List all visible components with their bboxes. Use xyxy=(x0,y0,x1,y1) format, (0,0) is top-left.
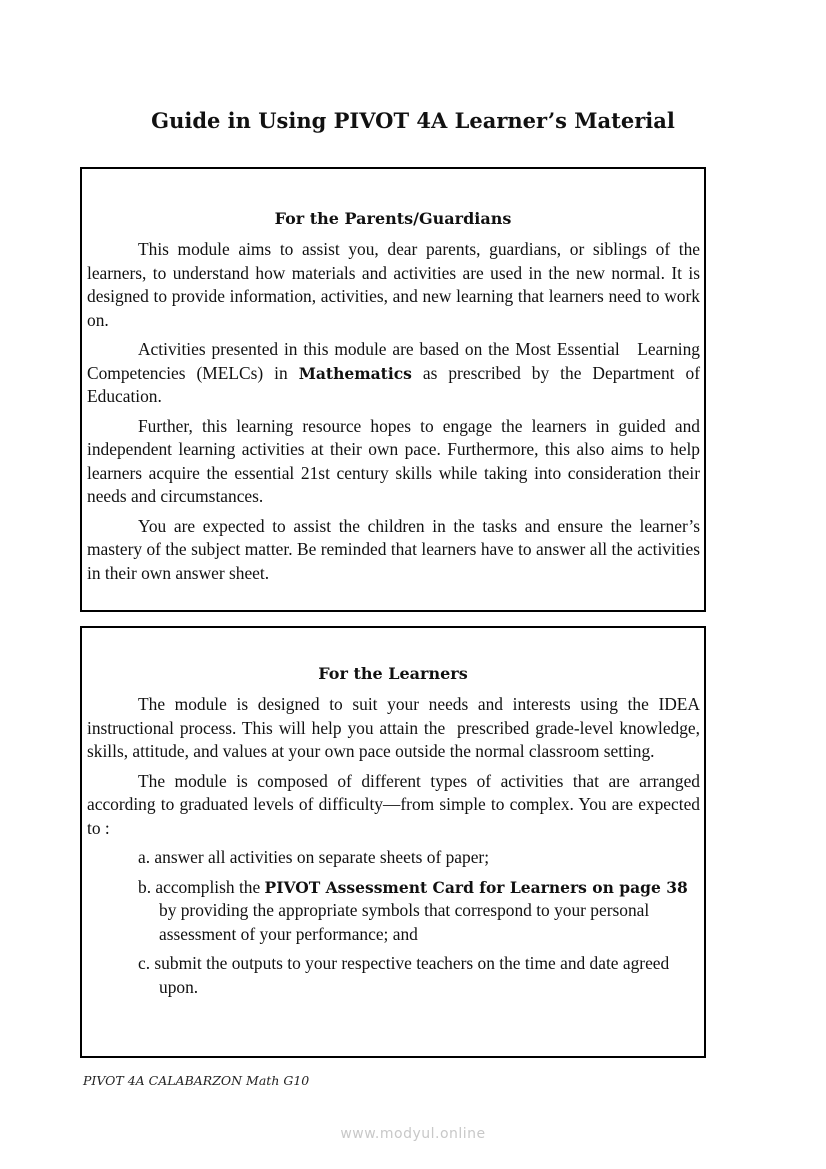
page-title: Guide in Using PIVOT 4A Learner’s Material xyxy=(151,108,675,133)
parents-guardians-box xyxy=(80,167,706,612)
subject-emphasis: Mathematics xyxy=(298,363,412,383)
expectations-list xyxy=(87,846,700,999)
paragraph: You are expected to assist the children in the tasks and ensure the learner’s mastery of the subject matter. Be reminded that learners have to answer all the activities in their own answer sheet. xyxy=(87,515,700,583)
paragraph: This module aims to assist you, dear parents, guardians, or siblings of the learners, to understand how materials and activities are used in the new normal. It is designed to provide information, activities, and new learning that learners need to work on. xyxy=(87,239,700,330)
parents-section-heading: For the Parents/Guardians xyxy=(274,209,512,228)
watermark: www.modyul.online xyxy=(340,1126,486,1142)
learners-box xyxy=(80,626,706,1058)
paragraph xyxy=(87,338,700,409)
learners-section-heading: For the Learners xyxy=(318,664,468,683)
assessment-card-reference: PIVOT Assessment Card for Learners on page 38 xyxy=(264,877,688,897)
paragraph: Further, this learning resource hopes to engage the learners in guided and independent learning activities at their own pace. Furthermore, this also aims to help learners acquire the essential 21st century skills while taking into consideration their needs and circumstances. xyxy=(87,415,700,506)
list-item: a. answer all activities on separate sheets of paper; xyxy=(138,847,490,867)
list-item-text: by providing the appropriate symbols that correspond to your personal assessment of your performance; and xyxy=(159,900,650,944)
parents-section-content xyxy=(87,238,700,591)
paragraph: The module is composed of different types of activities that are arranged according to graduated levels of difficulty—from simple to complex. You are expected to : xyxy=(87,770,700,838)
list-item: c. submit the outputs to your respective teachers on the time and date agreed upon. xyxy=(138,953,670,997)
list-item xyxy=(87,876,700,947)
learners-section-content xyxy=(87,693,700,1005)
paragraph-text: Activities presented in this module are based on the Most Essential Learning Competencies (MELCs) in xyxy=(87,339,700,383)
list-item-text: b. accomplish the xyxy=(138,876,265,897)
paragraph-text: as prescribed by the Department of Education. xyxy=(87,362,700,406)
page-footer: PIVOT 4A CALABARZON Math G10 xyxy=(83,1073,310,1088)
paragraph: The module is designed to suit your needs and interests using the IDEA instructional process. This will help you attain the prescribed grade-level knowledge, skills, attitude, and values at your own pace outside the normal classroom setting. xyxy=(87,694,700,761)
